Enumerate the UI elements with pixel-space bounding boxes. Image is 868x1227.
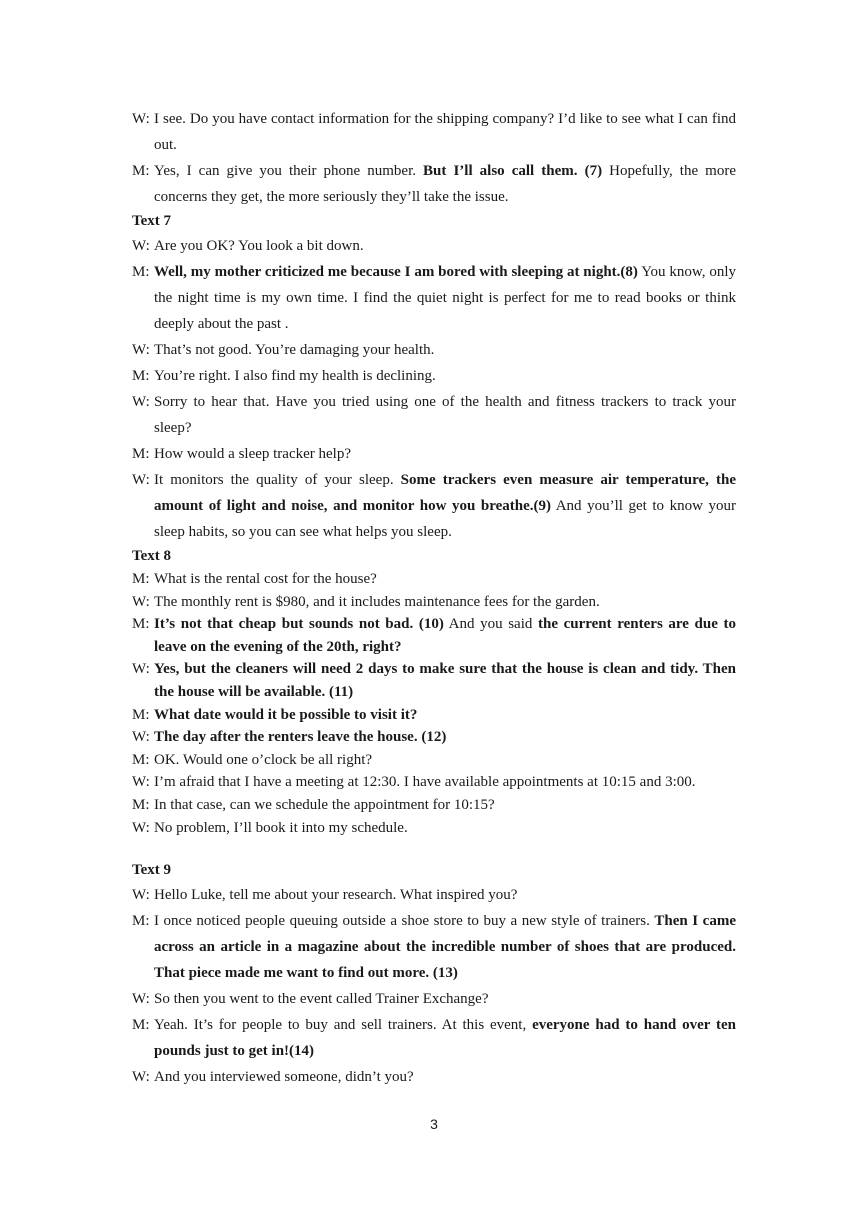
answer-highlight: the current renters are due to leave on the evening of the 20th, right? [154, 616, 737, 655]
speaker-label: W: [132, 774, 150, 791]
dialogue-line [132, 794, 736, 817]
dialogue-text [154, 389, 736, 441]
dialogue-line [132, 389, 736, 441]
dialogue-line [132, 771, 736, 794]
dialogue-segment: And you interviewed someone, didn’t you? [154, 1069, 414, 1086]
dialogue-segment: The monthly rent is $980, and it includes maintenance fees for the garden. [154, 593, 600, 610]
dialogue-text [154, 591, 736, 614]
answer-highlight: Some trackers even measure air temperature, the amount of light and noise, and monitor how you breathe.(9) [154, 472, 736, 514]
dialogue-text [154, 259, 736, 337]
dialogue-line [132, 658, 736, 703]
dialogue-line [132, 233, 736, 259]
dialogue-line [132, 817, 736, 840]
dialogue-text [154, 794, 736, 817]
dialogue-line [132, 591, 736, 614]
speaker-label: M: [132, 368, 150, 384]
answer-highlight: Yes, but the cleaners will need 2 days to make sure that the house is clean and tidy. Then the house will be available. (11) [154, 661, 736, 700]
section-spacer [132, 839, 736, 859]
speaker-label: M: [132, 616, 150, 633]
transcript-body [132, 106, 736, 1090]
dialogue-text [154, 726, 736, 749]
dialogue-text [154, 986, 736, 1012]
speaker-label: W: [132, 111, 150, 127]
dialogue-segment: That’s not good. You’re damaging your health. [154, 342, 435, 358]
speaker-label: W: [132, 819, 150, 836]
dialogue-line [132, 986, 736, 1012]
speaker-label: M: [132, 446, 150, 462]
dialogue-text [154, 467, 736, 545]
dialogue-text [154, 158, 736, 210]
dialogue-segment: I once noticed people queuing outside a shoe store to buy a new style of trainers. [154, 913, 655, 930]
dialogue-line [132, 467, 736, 545]
dialogue-text [154, 771, 736, 794]
dialogue-segment: You know, only the night time is my own time. I find the quiet night is perfect for me to read books or think deeply about the past . [154, 264, 737, 332]
dialogue-text [154, 658, 736, 703]
dialogue-segment: Sorry to hear that. Have you tried using one of the health and fitness trackers to track your sleep? [154, 394, 736, 436]
dialogue-line [132, 441, 736, 467]
speaker-label: W: [132, 472, 150, 488]
dialogue-line [132, 1064, 736, 1090]
dialogue-segment: Yeah. It’s for people to buy and sell trainers. At this event, [154, 1017, 533, 1034]
dialogue-segment: In that case, can we schedule the appointment for 10:15? [154, 796, 495, 813]
speaker-label: M: [132, 751, 150, 768]
speaker-label: W: [132, 729, 150, 746]
speaker-label: M: [132, 796, 150, 813]
dialogue-text [154, 568, 736, 591]
dialogue-text [154, 1012, 736, 1064]
dialogue-line [132, 726, 736, 749]
speaker-label: M: [132, 571, 150, 587]
speaker-label: W: [132, 661, 150, 678]
dialogue-segment: Yes, I can give you their phone number. [154, 163, 424, 179]
dialogue-text [154, 882, 736, 908]
dialogue-line [132, 704, 736, 727]
dialogue-line [132, 158, 736, 210]
dialogue-text [154, 337, 736, 363]
dialogue-text [154, 233, 736, 259]
speaker-label: W: [132, 238, 150, 254]
dialogue-segment: What is the rental cost for the house? [154, 571, 377, 587]
speaker-label: W: [132, 991, 150, 1008]
dialogue-line [132, 106, 736, 158]
speaker-label: M: [132, 1017, 150, 1034]
speaker-label: M: [132, 163, 150, 179]
dialogue-segment: I see. Do you have contact information for the shipping company? I’d like to see what I can find out. [154, 111, 736, 153]
dialogue-segment: Are you OK? You look a bit down. [154, 238, 364, 254]
answer-highlight: The day after the renters leave the house. (12) [154, 729, 447, 746]
dialogue-segment: And you’ll get to know your sleep habits, so you can see what helps you sleep. [154, 498, 736, 540]
answer-highlight: What date would it be possible to visit it? [154, 706, 418, 723]
answer-highlight: everyone had to hand over ten pounds just to get in!(14) [154, 1017, 736, 1060]
dialogue-segment: How would a sleep tracker help? [154, 446, 352, 462]
dialogue-line [132, 363, 736, 389]
dialogue-line [132, 568, 736, 591]
dialogue-text [154, 749, 736, 772]
speaker-label: M: [132, 913, 150, 930]
answer-highlight: It’s not that cheap but sounds not bad. (10) [154, 616, 444, 633]
dialogue-line [132, 259, 736, 337]
dialogue-line [132, 749, 736, 772]
dialogue-text [154, 908, 736, 986]
speaker-label: W: [132, 342, 150, 358]
section-title: Text 9 [132, 862, 172, 879]
dialogue-text [154, 106, 736, 158]
dialogue-line [132, 613, 736, 658]
section-title: Text 8 [132, 548, 172, 564]
dialogue-segment: No problem, I’ll book it into my schedule. [154, 819, 408, 836]
dialogue-segment: OK. Would one o’clock be all right? [154, 751, 373, 768]
dialogue-text [154, 817, 736, 840]
dialogue-segment: It monitors the quality of your sleep. [154, 472, 401, 488]
dialogue-text [154, 704, 736, 727]
speaker-label: M: [132, 264, 150, 280]
section-title: Text 7 [132, 213, 172, 229]
dialogue-text [154, 613, 736, 658]
dialogue-line [132, 908, 736, 986]
dialogue-segment: I’m afraid that I have a meeting at 12:30. I have available appointments at 10:15 and 3:00. [154, 774, 696, 791]
dialogue-segment: You’re right. I also find my health is declining. [154, 368, 436, 384]
dialogue-line [132, 1012, 736, 1064]
page-number: 3 [430, 1116, 438, 1132]
speaker-label: M: [132, 706, 150, 723]
dialogue-text [154, 363, 736, 389]
dialogue-segment: Hello Luke, tell me about your research. What inspired you? [154, 887, 518, 904]
answer-highlight: But I’ll also call them. (7) [423, 163, 603, 179]
speaker-label: W: [132, 887, 150, 904]
speaker-label: W: [132, 394, 150, 410]
dialogue-text [154, 1064, 736, 1090]
answer-highlight: Well, my mother criticized me because I am bored with sleeping at night.(8) [154, 264, 638, 280]
speaker-label: W: [132, 1069, 150, 1086]
dialogue-line [132, 337, 736, 363]
speaker-label: W: [132, 593, 150, 610]
dialogue-segment: Hopefully, the more concerns they get, the more seriously they’ll take the issue. [154, 163, 736, 205]
dialogue-line [132, 882, 736, 908]
dialogue-text [154, 441, 736, 467]
dialogue-segment: And you said [443, 616, 538, 633]
answer-highlight: Then I came across an article in a magazine about the incredible number of shoes that are produced. That piece made me want to find out more. (13) [154, 913, 736, 982]
dialogue-segment: So then you went to the event called Trainer Exchange? [154, 991, 489, 1008]
